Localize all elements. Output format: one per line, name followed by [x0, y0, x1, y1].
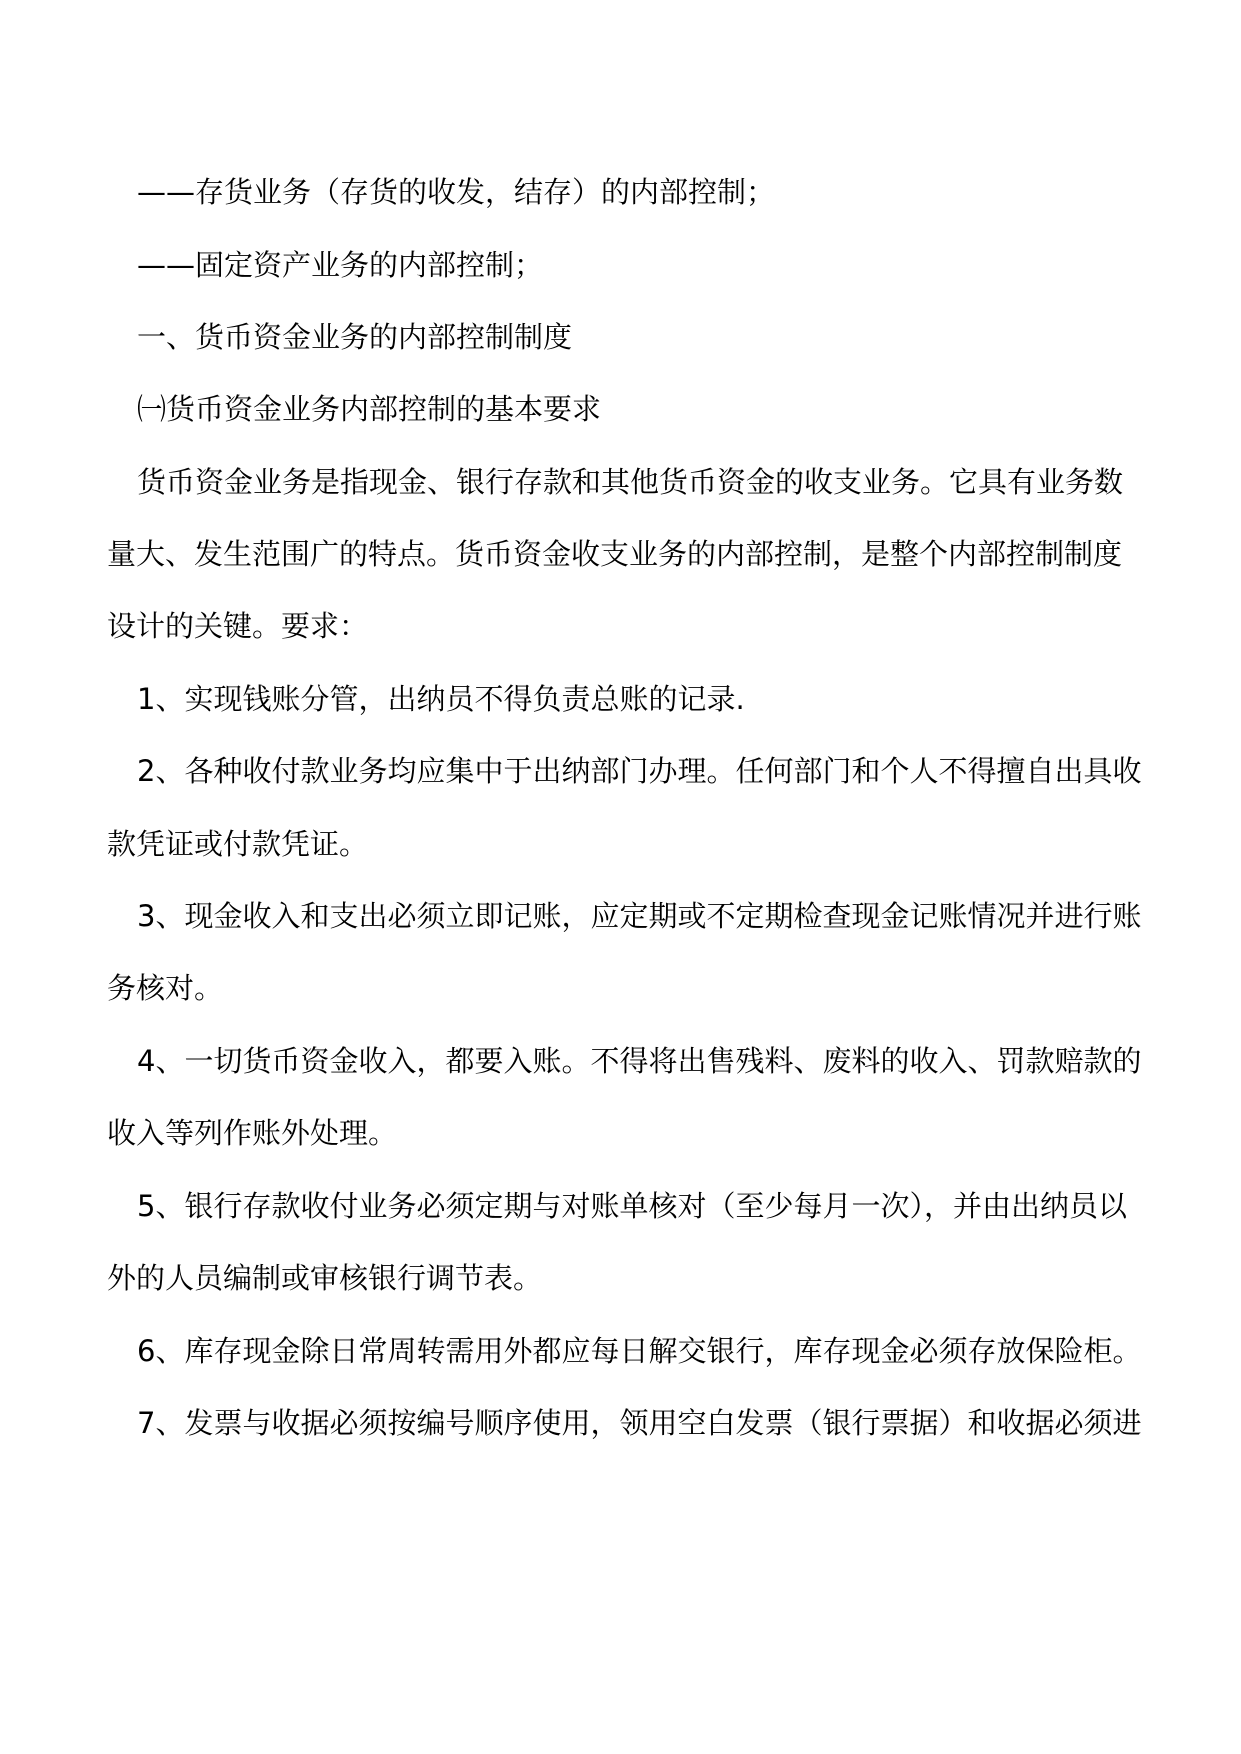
paragraph-line-2: 量大、发生范围广的特点。货币资金收支业务的内部控制，是整个内部控制制度: [107, 537, 1123, 571]
requirement-item-7: 7、发票与收据必须按编号顺序使用，领用空白发票（银行票据）和收据必须进: [137, 1406, 1142, 1440]
paragraph-line-3: 设计的关键。要求：: [107, 609, 369, 643]
text-line-fixed-assets-control: ——固定资产业务的内部控制；: [137, 248, 544, 282]
requirement-item-1: 1、实现钱账分管，出纳员不得负责总账的记录.: [137, 682, 745, 716]
requirement-item-3: 3、现金收入和支出必须立即记账，应定期或不定期检查现金记账情况并进行账: [137, 899, 1142, 933]
requirement-item-2: 2、各种收付款业务均应集中于出纳部门办理。任何部门和个人不得擅自出具收: [137, 754, 1142, 788]
subsection-heading-basic-requirements: ㈠货币资金业务内部控制的基本要求: [137, 392, 602, 426]
text-line-inventory-control: ——存货业务（存货的收发，结存）的内部控制；: [137, 175, 776, 209]
requirement-item-4-cont: 收入等列作账外处理。: [107, 1116, 398, 1150]
requirement-item-2-cont: 款凭证或付款凭证。: [107, 827, 369, 861]
requirement-item-5: 5、银行存款收付业务必须定期与对账单核对（至少每月一次），并由出纳员以: [137, 1189, 1127, 1223]
requirement-item-3-cont: 务核对。: [107, 971, 224, 1005]
requirement-item-4: 4、一切货币资金收入，都要入账。不得将出售残料、废料的收入、罚款赔款的: [137, 1044, 1142, 1078]
section-heading-monetary-funds: 一、货币资金业务的内部控制制度: [137, 320, 573, 354]
paragraph-line-1: 货币资金业务是指现金、银行存款和其他货币资金的收支业务。它具有业务数: [137, 465, 1124, 499]
requirement-item-6: 6、库存现金除日常周转需用外都应每日解交银行，库存现金必须存放保险柜。: [137, 1334, 1142, 1368]
requirement-item-5-cont: 外的人员编制或审核银行调节表。: [107, 1261, 543, 1295]
